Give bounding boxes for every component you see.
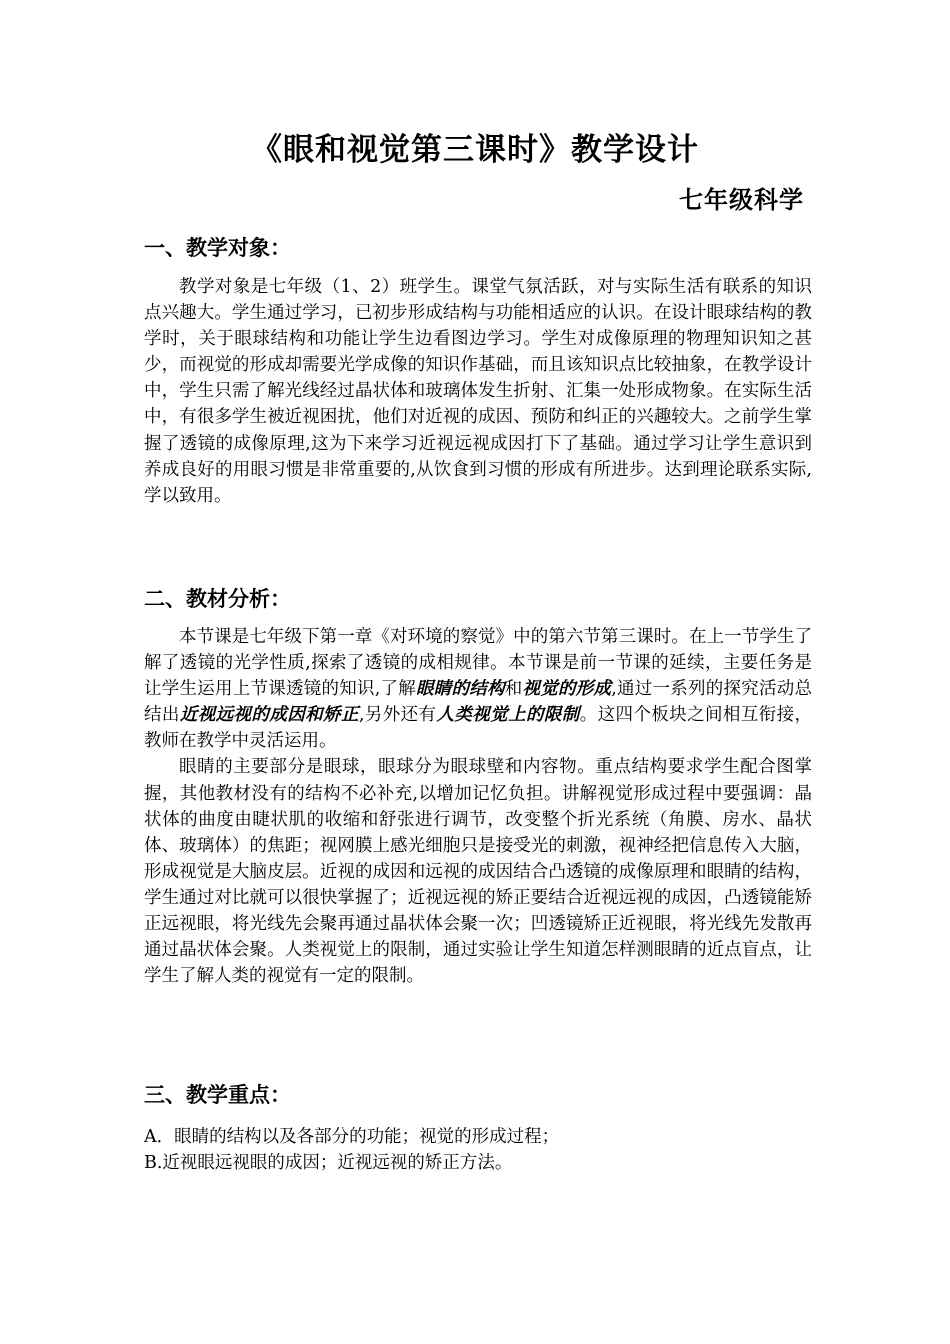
list-item: A．眼睛的结构以及各部分的功能；视觉的形成过程； [144, 1127, 560, 1147]
emphasis-vision-formation: 视觉的形成 [522, 679, 612, 700]
section-paragraph: 教学对象是七年级（1、2）班学生。课堂气氛活跃，对与实际生活有联系的知识点兴趣大。学生通过学习，已初步形成结构与功能相适应的认识。在设计眼球结构的教学时，关于眼球结构和功能让学生边看图边学习。学生对成像原理的物理知识知之甚少，而视觉的形成却需要光学成像的知识作基础，而且该知识点比较抽象，在教学设计中，学生只需了解光线经过晶状体和玻璃体发生折射、汇集一处形成物象。在实际生活中，有很多学生被近视困扰，他们对近视的成因、预防和纠正的兴趣较大。之前学生掌握了透镜的成像原理,这为下来学习近视远视成因打下了基础。通过学习让学生意识到养成良好的用眼习惯是非常重要的,从饮食到习惯的形成有所进步。达到理论联系实际,学以致用。 [144, 277, 812, 506]
section-heading: 三、教学重点： [144, 1082, 291, 1107]
section-paragraph: 眼睛的主要部分是眼球，眼球分为眼球壁和内容物。重点结构要求学生配合图掌握，其他教材没有的结构不必补充,以增加记忆负担。讲解视觉形成过程中要强调：晶状体的曲度由睫状肌的收缩和舒张进行调节，改变整个折光系统（角膜、房水、晶状体、玻璃体）的焦距；视网膜上感光细胞只是接受光的刺激，视神经把信息传入大脑，形成视觉是大脑皮层。近视的成因和远视的成因结合凸透镜的成像原理和眼睛的结构，学生通过对比就可以很快掌握了；近视远视的矫正要结合近视远视的成因，凸透镜能矫正远视眼，将光线先会聚再通过晶状体会聚一次；凹透镜矫正近视眼，将光线先发散再通过晶状体会聚。人类视觉上的限制，通过实验让学生知道怎样测眼睛的近点盲点，让学生了解人类的视觉有一定的限制。 [144, 757, 812, 987]
emphasis-vision-limits: 人类视觉上的限制 [436, 705, 580, 726]
paragraph-text: ,另外还有 [358, 705, 437, 726]
document-subtitle: 七年级科学 [679, 185, 804, 214]
section-key-points [144, 1080, 812, 1176]
section-heading: 一、教学对象： [144, 235, 291, 260]
paragraph-text: 。这四个板块之间相互衔接，教师在教学中灵活运用。 [144, 705, 813, 752]
emphasis-eye-structure: 眼睛的结构 [416, 679, 505, 700]
paragraph-text: 和 [504, 679, 523, 700]
section-heading: 二、教材分析： [144, 586, 291, 611]
document-title: 《眼和视觉第三课时》教学设计 [251, 132, 699, 168]
section-teaching-target [144, 233, 812, 509]
paragraph-text: 本节课是七年级下第一章《对环境的察觉》中的第六节第三课时。在上一节学生了解了透镜的光学性质,探索了透镜的成相规律。本节课是前一节课的延续，主要任务是让学生运用上节课透镜的知识,了解 [144, 627, 812, 700]
section-paragraph [144, 624, 812, 754]
section-material-analysis [144, 584, 812, 989]
list-item: B.近视眼远视眼的成因；近视远视的矫正方法。 [144, 1153, 513, 1174]
paragraph-text: ,通过一系列的探究活动总结出 [144, 679, 813, 726]
emphasis-myopia-correction: 近视远视的成因和矫正 [179, 705, 359, 726]
